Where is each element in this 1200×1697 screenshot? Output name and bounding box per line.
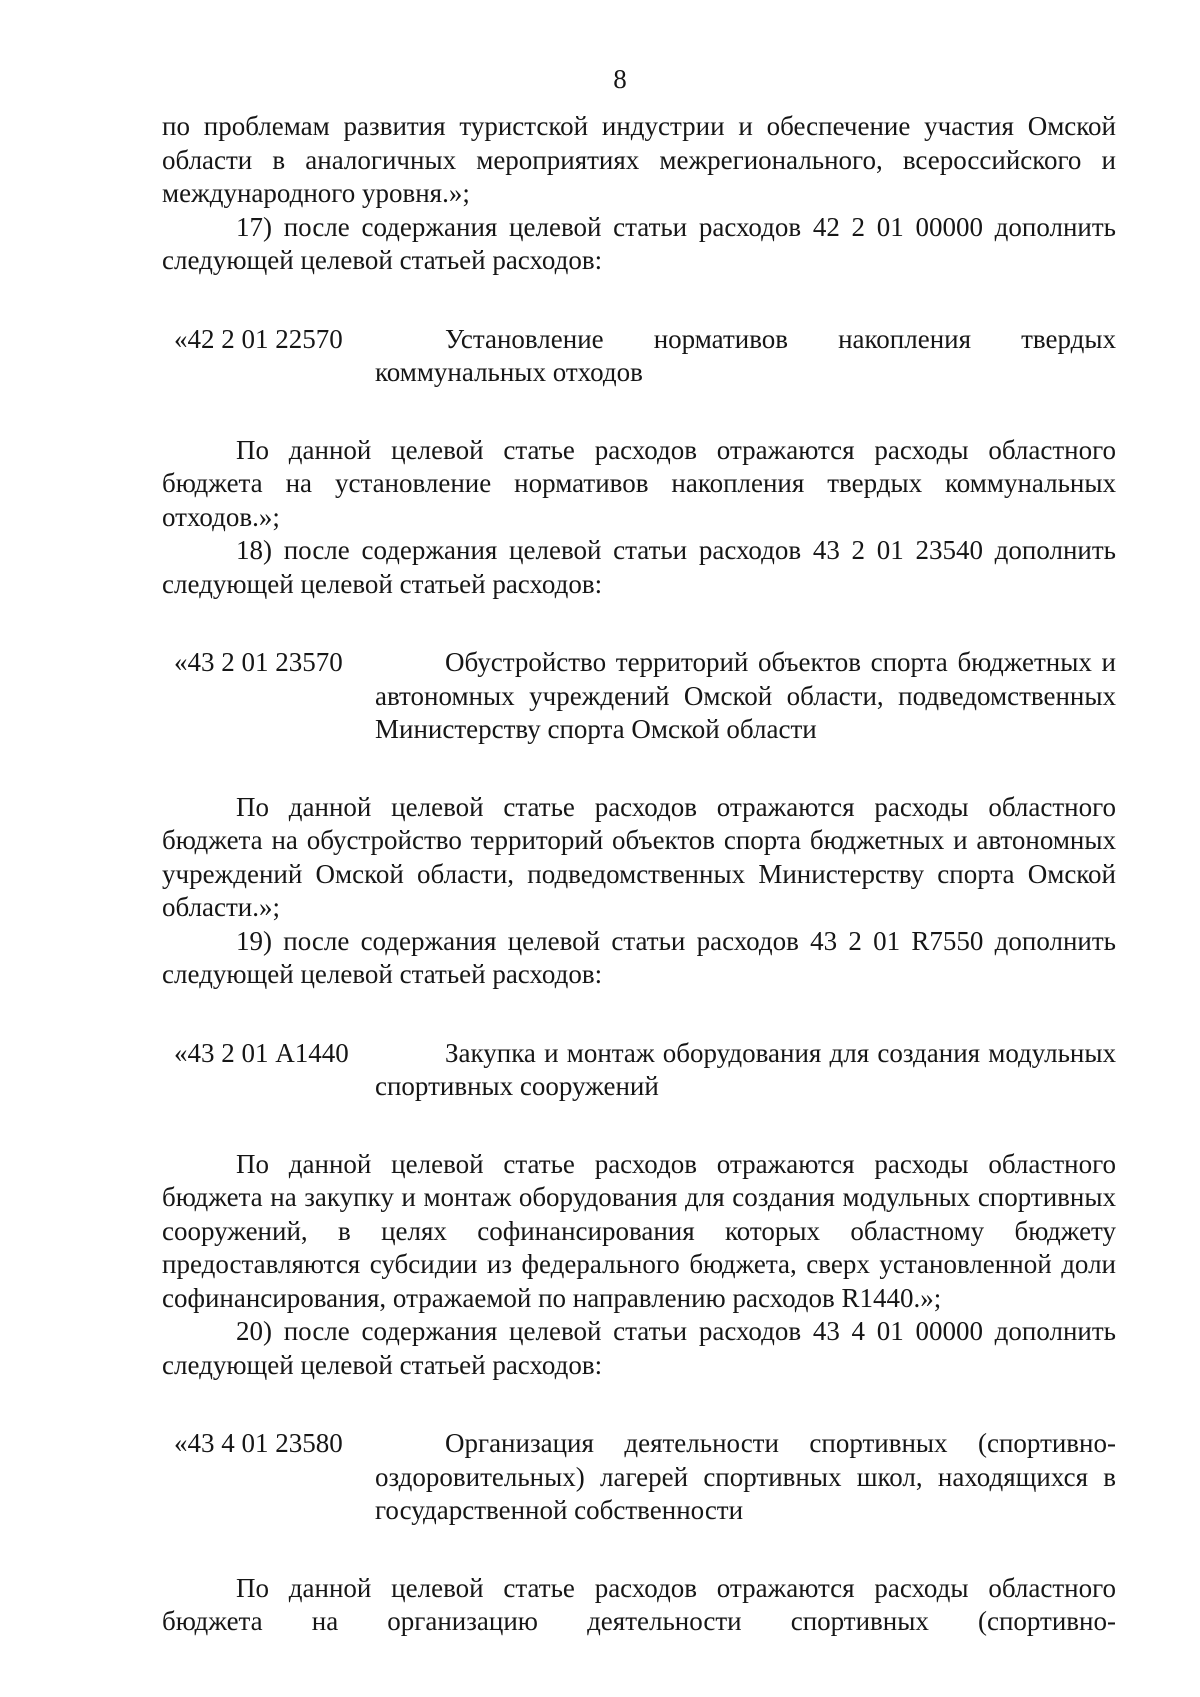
- item-17: 17) после содержания целевой статьи расходов 42 2 01 00000 дополнить следующей целевой статьей расходов:: [162, 211, 1116, 275]
- entry-code: «43 4 01 23580: [174, 1428, 343, 1458]
- budget-entry-43-2-01-a1440: [162, 1037, 1116, 1104]
- entry-description: По данной целевой статье расходов отражаются расходы областного бюджета на организацию деятельности спортивных (спортивно-: [162, 1572, 1116, 1636]
- entry-title: Обустройство территорий объектов спорта бюджетных и автономных учреждений Омской области, подведомственных Министерству спорта Омской области: [375, 647, 1116, 744]
- budget-entry-43-2-01-23570: [162, 646, 1116, 747]
- item-18: 18) после содержания целевой статьи расходов 43 2 01 23540 дополнить следующей целевой статьей расходов:: [162, 535, 1116, 599]
- entry-code: «43 2 01 23570: [174, 647, 343, 677]
- item-19: 19) после содержания целевой статьи расходов 43 2 01 R7550 дополнить следующей целевой статьей расходов:: [162, 925, 1116, 989]
- budget-entry-42-2-01-22570: [162, 323, 1116, 390]
- document-body: [162, 110, 1116, 1639]
- entry-description: По данной целевой статье расходов отражаются расходы областного бюджета на обустройство территорий объектов спорта бюджетных и автономных учреждений Омской области, подведомственных Министерству спорта Омской области.»;: [162, 791, 1116, 922]
- entry-code: «43 2 01 А1440: [174, 1037, 349, 1068]
- item-20: 20) после содержания целевой статьи расходов 43 4 01 00000 дополнить следующей целевой статьей расходов:: [162, 1316, 1116, 1380]
- entry-title: Установление нормативов накопления твердых коммунальных отходов: [375, 323, 1116, 387]
- entry-title: Организация деятельности спортивных (спортивно-оздоровительных) лагерей спортивных школ, находящихся в государственной собственности: [375, 1428, 1116, 1525]
- page-number: 8: [613, 64, 627, 94]
- budget-entry-43-4-01-23580: [162, 1427, 1116, 1528]
- entry-description: По данной целевой статье расходов отражаются расходы областного бюджета на установление нормативов накопления твердых коммунальных отходов.»;: [162, 434, 1116, 532]
- entry-code: «42 2 01 22570: [174, 323, 343, 354]
- paragraph-continuation: по проблемам развития туристской индустрии и обеспечение участия Омской области в аналогичных мероприятиях межрегионального, всероссийского и международного уровня.»;: [162, 111, 1116, 208]
- entry-description: По данной целевой статье расходов отражаются расходы областного бюджета на закупку и монтаж оборудования для создания модульных спортивных сооружений, в целях софинансирования которых областному бюджету предоставляются субсидии из федерального бюджета, сверх установленной доли софинансирования, отражаемой по направлению расходов R1440.»;: [162, 1148, 1116, 1313]
- entry-title: Закупка и монтаж оборудования для создания модульных спортивных сооружений: [375, 1037, 1116, 1101]
